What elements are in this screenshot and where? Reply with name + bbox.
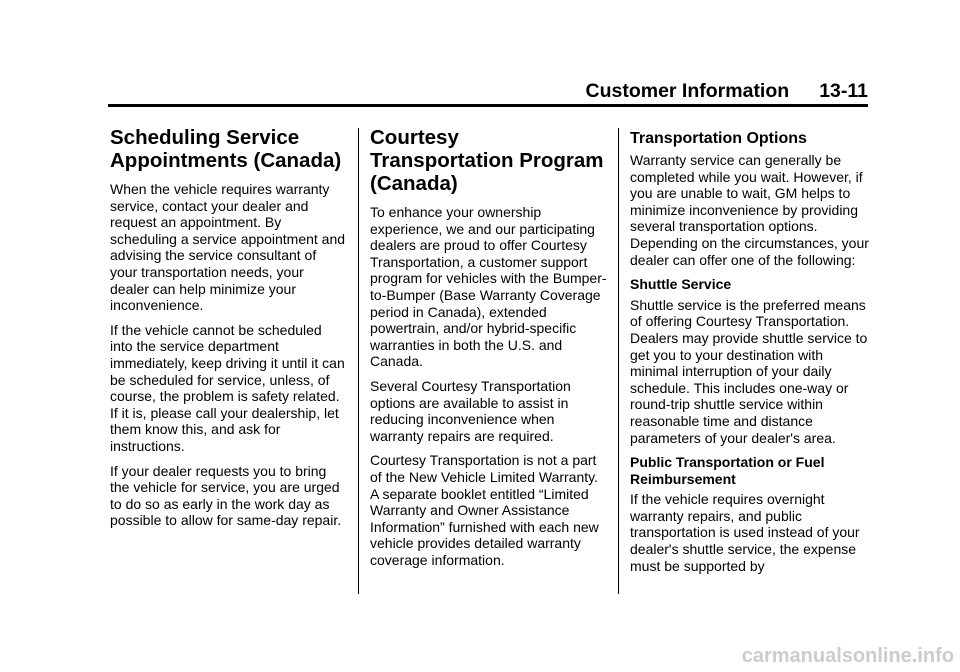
paragraph: Several Courtesy Transportation options are available to assist in reducing inconvenience when warranty repairs are required. [370, 377, 571, 444]
page-number: 13-11 [819, 80, 868, 102]
paragraph: Warranty service can generally be completed while you wait. However, if you are unable to wait, GM helps to minimize inconvenience by providing several transportation options. Depending on the circumstances, your dealer can offer one of the following: [630, 152, 869, 268]
column-divider [618, 128, 619, 594]
paragraph: If the vehicle cannot be scheduled into the service department immediately, keep driving it until it can be scheduled for service, unless, of course, the problem is safety related. If it is, please call your dealership, let them know this, and ask for instructions. [110, 321, 345, 454]
watermark: carmanualsonline.info [741, 645, 954, 667]
subheading-shuttle-service: Shuttle Service [630, 276, 732, 293]
column-transportation-options [630, 126, 870, 582]
header-rule [108, 104, 868, 107]
heading-courtesy-transportation: Courtesy Transportation Program (Canada) [370, 126, 604, 195]
paragraph: If your dealer requests you to bring the vehicle for service, you are urged to do so as early in the work day as possible to allow for same-day repair. [110, 462, 342, 529]
column-scheduling-service [110, 126, 346, 537]
section-title: Customer Information [585, 80, 790, 102]
paragraph: Courtesy Transportation is not a part of the New Vehicle Limited Warranty. A separate booklet entitled “Limited Warranty and Owner Assistance Information” furnished with each new vehicle provides detailed warranty coverage information. [370, 452, 599, 568]
paragraph: When the vehicle requires warranty service, contact your dealer and request an appointment. By scheduling a service appointment and advising the service consultant of your transportation needs, your dealer can help minimize your inconvenience. [110, 181, 346, 314]
column-courtesy-transportation [370, 126, 608, 576]
paragraph: If the vehicle requires overnight warranty repairs, and public transportation is used instead of your dealer's shuttle service, the expense must be supported by [630, 491, 860, 574]
subheading-public-transportation: Public Transportation or Fuel Reimbursement [630, 454, 825, 487]
running-header [586, 82, 869, 102]
heading-transportation-options: Transportation Options [630, 130, 807, 147]
column-divider [358, 128, 359, 594]
paragraph: Shuttle service is the preferred means of offering Courtesy Transportation. Dealers may provide shuttle service to get you to your destination with minimal interruption of your daily schedule. This includes one-way or round-trip shuttle service within reasonable time and distance parameters of your dealer's area. [630, 296, 868, 446]
heading-scheduling-service: Scheduling Service Appointments (Canada) [110, 126, 342, 172]
paragraph: To enhance your ownership experience, we and our participating dealers are proud to offer Courtesy Transportation, a customer support program for vehicles with the Bumper-to-Bumper (Base Warranty Coverage period in Canada), extended powertrain, and/or hybrid-specific warranties in both the U.S. and Canada. [370, 204, 607, 370]
